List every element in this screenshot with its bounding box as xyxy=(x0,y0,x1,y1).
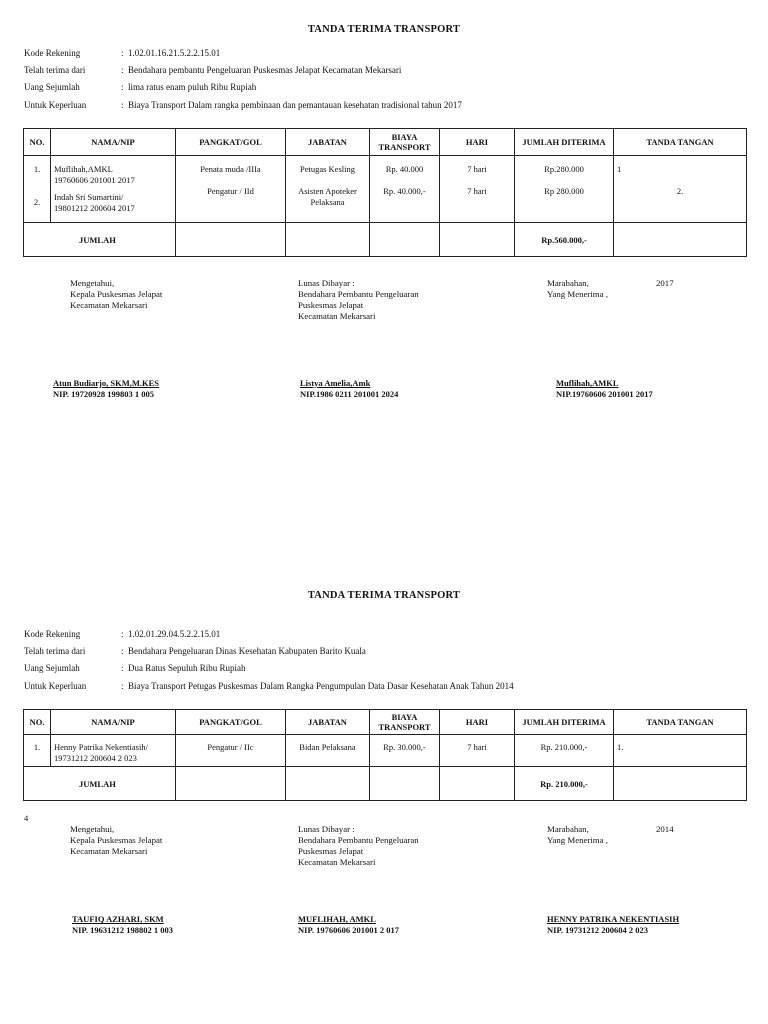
row-hari: 7 hari xyxy=(467,186,487,196)
col-header-hari: HARI xyxy=(440,129,515,156)
doc2-sign-right: Marabahan, 2014 Yang Menerima , xyxy=(547,824,674,845)
doc1-sign-left: Mengetahui, Kepala Puskesmas Jelapat Kecamatan Mekarsari xyxy=(70,278,163,310)
row-jabatan: Bidan Pelaksana xyxy=(299,742,356,752)
doc2-signer-left: TAUFIQ AZHARI, SKM NIP. 19631212 198802 1 003 xyxy=(72,914,173,935)
doc1-title: TANDA TERIMA TRANSPORT xyxy=(307,24,461,35)
doc1-header-row xyxy=(24,129,747,156)
doc2-signer-right: HENNY PATRIKA NEKENTIASIH NIP. 19731212 200604 2 023 xyxy=(547,914,680,935)
col-header-no: NO. xyxy=(24,710,51,735)
col-header-biaya: BIAYA TRANSPORT xyxy=(370,710,440,735)
doc1-signer-left: Atun Budiarjo, SKM,M.KES NIP. 19720928 199803 1 005 xyxy=(53,378,160,399)
doc2-table xyxy=(23,709,747,801)
row-nip: 19731212 200604 2 023 xyxy=(54,753,137,763)
page-mark: 4 xyxy=(24,813,29,823)
doc2-title: TANDA TERIMA TRANSPORT xyxy=(307,590,461,601)
row-pangkat: Pengatur / IId xyxy=(207,186,254,196)
row-jumlah: Rp 280.000 xyxy=(544,186,584,196)
row-nip: 19760606 201001 2017 xyxy=(54,175,135,185)
row-biaya: Rp. 30.000,- xyxy=(383,742,426,752)
row-jumlah: Rp.280.000 xyxy=(544,164,584,174)
row-hari: 7 hari xyxy=(467,742,487,752)
row-pangkat: Pengatur / IIc xyxy=(207,742,254,752)
col-header-no: NO. xyxy=(24,129,51,156)
row-no: 1. xyxy=(33,742,41,752)
row-name: Indah Sri Sumartini/ xyxy=(54,192,124,202)
doc2-signer-mid: MUFLIHAH, AMKL NIP. 19760606 201001 2 017 xyxy=(298,914,399,935)
table-row xyxy=(24,156,747,223)
doc2-total-row xyxy=(24,767,747,801)
col-header-pangkat: PANGKAT/GOL xyxy=(176,710,286,735)
doc1-sign-mid: Lunas Dibayar : Bendahara Pembantu Pengeluaran Puskesmas Jelapat Kecamatan Mekarsari xyxy=(298,278,419,321)
row-no: 1. xyxy=(33,164,41,174)
row-name: Henny Patrika Nekentiasih/ xyxy=(54,742,148,752)
doc1-total-row xyxy=(24,223,747,257)
row-biaya: Rp. 40.000 xyxy=(385,164,424,174)
col-header-jabatan: JABATAN xyxy=(286,710,370,735)
table-row xyxy=(24,735,747,767)
col-header-jumlah: JUMLAH DITERIMA xyxy=(515,129,614,156)
row-pangkat: Penata muda /IIIa xyxy=(200,164,261,174)
row-jabatan: Petugas Kesling xyxy=(299,164,355,174)
total-label: JUMLAH xyxy=(24,767,176,801)
row-ttd: 1 xyxy=(617,164,622,174)
col-header-ttd: TANDA TANGAN xyxy=(614,129,747,156)
doc1-table xyxy=(23,128,747,257)
row-biaya: Rp. 40.000,- xyxy=(383,186,426,196)
col-header-hari: HARI xyxy=(440,710,515,735)
row-hari: 7 hari xyxy=(467,164,487,174)
doc2-sign-mid: Lunas Dibayar : Bendahara Pembantu Pengeluaran Puskesmas Jelapat Kecamatan Mekarsari xyxy=(298,824,419,867)
col-header-jumlah: JUMLAH DITERIMA xyxy=(515,710,614,735)
total-value: Rp. 210.000,- xyxy=(515,767,614,801)
row-name: Muflihah,AMKL xyxy=(54,164,113,174)
doc2-header-row xyxy=(24,710,747,735)
row-nip: 19801212 200604 2017 xyxy=(54,203,135,213)
col-header-jabatan: JABATAN xyxy=(286,129,370,156)
doc1-signer-mid: Listya Amelia,Amk NIP.1986 0211 201001 2024 xyxy=(300,378,399,399)
col-header-nama: NAMA/NIP xyxy=(51,129,176,156)
row-jabatan-line2: Pelaksana xyxy=(310,197,345,207)
col-header-pangkat: PANGKAT/GOL xyxy=(176,129,286,156)
total-label: JUMLAH xyxy=(24,223,176,257)
col-header-nama: NAMA/NIP xyxy=(51,710,176,735)
doc1-sign-right: Marabahan, 2017 Yang Menerima , xyxy=(547,278,674,299)
row-ttd: 1. xyxy=(617,742,624,752)
row-no: 2. xyxy=(33,197,41,207)
row-jabatan: Asisten Apoteker xyxy=(298,186,357,196)
row-jumlah: Rp. 210.000,- xyxy=(540,742,588,752)
col-header-biaya: BIAYA TRANSPORT xyxy=(370,129,440,156)
row-ttd: 2. xyxy=(676,186,684,196)
doc1-signer-right: Muflihah,AMKL NIP.19760606 201001 2017 xyxy=(556,378,653,399)
total-value: Rp.560.000,- xyxy=(515,223,614,257)
col-header-ttd: TANDA TANGAN xyxy=(614,710,747,735)
doc2-sign-left: Mengetahui, Kepala Puskesmas Jelapat Kecamatan Mekarsari xyxy=(70,824,163,856)
